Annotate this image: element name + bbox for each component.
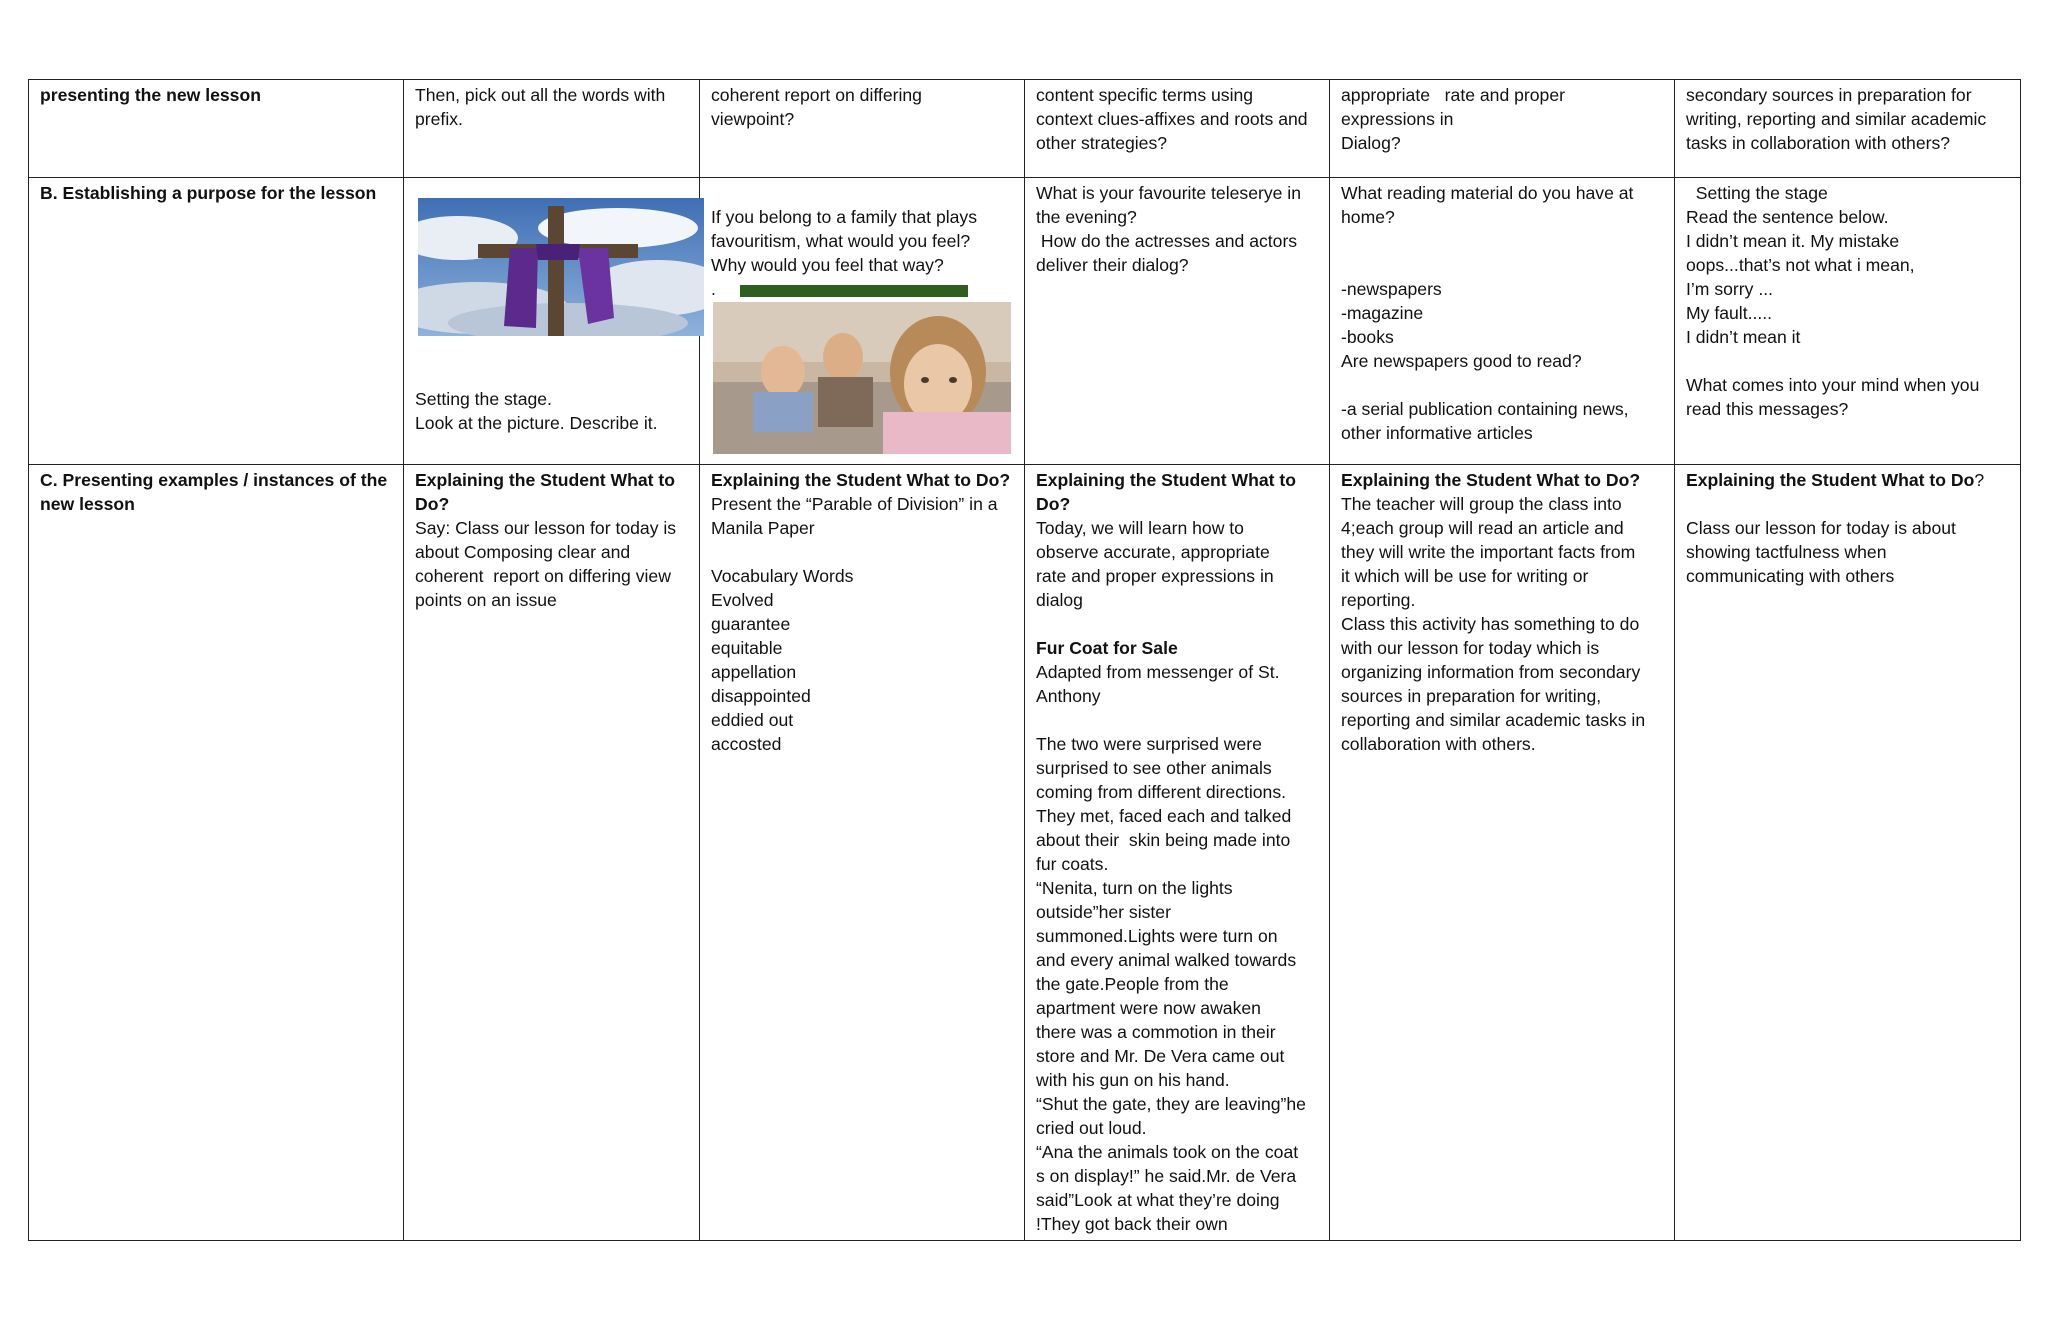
cell-text-line: read this messages? [1686,399,1849,419]
row-c-col4 [1330,465,1675,1241]
cell-text-line: rate and proper expressions in [1036,566,1274,586]
story-line [1036,708,1318,732]
cell-heading: Explaining the Student What to [415,470,675,490]
row-c-col2 [700,465,1025,1241]
cell-text-line: observe accurate, appropriate [1036,542,1270,562]
cell-text-line: tasks in collaboration with others? [1686,133,1951,153]
row-presenting-new-lesson [29,80,2021,178]
story-line: there was a commotion in their [1036,1022,1276,1042]
vocabulary-word: disappointed [711,686,811,706]
cell-text-line: I didn’t mean it. My mistake [1686,231,1900,251]
row-presenting-examples [29,465,2021,1241]
cell-text-line: Class our lesson for today is about [1686,518,1956,538]
lesson-plan-table [28,79,2021,1241]
story-line: fur coats. [1036,854,1109,874]
cell-text-line: other strategies? [1036,133,1168,153]
cell-text-line: context clues-affixes and roots and [1036,109,1308,129]
cell-text-line: Dialog? [1341,133,1401,153]
cell-text-line: appropriate rate and proper [1341,85,1565,105]
cell-text-line: reporting. [1341,590,1416,610]
cell-text-line [1686,349,2009,373]
story-line: They met, faced each and talked [1036,806,1292,826]
family-with-sad-girl-image [713,302,1011,454]
row-c-label-cell [29,465,404,1241]
cell-text-line: it which will be use for writing or [1341,566,1589,586]
cell-text-line: -magazine [1341,303,1424,323]
cell-text-line: secondary sources in preparation for [1686,85,1972,105]
cell-text-line: favouritism, what would you feel? [711,231,971,251]
row-label: presenting the new lesson [40,85,261,105]
cell-heading: Do? [1036,494,1071,514]
cell-text-line: Today, we will learn how to [1036,518,1244,538]
cell-text-line: they will write the important facts from [1341,542,1636,562]
cell-text-line: communicating with others [1686,566,1895,586]
cell-text-line: dialog [1036,590,1083,610]
row-b-col3 [1025,178,1330,465]
cell-text-line: reporting and similar academic tasks in [1341,710,1646,730]
cell-text-line: showing tactfulness when [1686,542,1887,562]
story-line: said”Look at what they’re doing [1036,1190,1280,1210]
story-line: outside”her sister [1036,902,1171,922]
cell-text-line: Look at the picture. Describe it. [415,413,658,433]
cell-text-line: Read the sentence below. [1686,207,1889,227]
cell-text-line: writing, reporting and similar academic [1686,109,1987,129]
cell-text-line: with our lesson for today which is [1341,638,1600,658]
cell-text-line [1686,492,2009,516]
vocabulary-word: appellation [711,662,797,682]
cell-text-line: -books [1341,327,1394,347]
story-line: Anthony [1036,686,1101,706]
cell-heading: Do? [415,494,450,514]
row-label: B. Establishing a purpose for the lesson [40,183,377,203]
cell-text-line: expressions in [1341,109,1454,129]
cell-text-line: Class this activity has something to do [1341,614,1640,634]
cell-text-line: The teacher will group the class into [1341,494,1622,514]
cell-text-line [1341,373,1663,397]
cell-text-line: What reading material do you have at [1341,183,1634,203]
cell-text-line: coherent report on differing [711,85,922,105]
vocabulary-word: Evolved [711,590,774,610]
cell-text-line: . [711,279,716,299]
row-establishing-purpose [29,178,2021,465]
row-b-col1 [404,178,700,465]
cell-text-line: Say: Class our lesson for today is [415,518,677,538]
b2-text-block [415,387,658,435]
story-line: s on display!” he said.Mr. de Vera [1036,1166,1297,1186]
cell-text-line: sources in preparation for writing, [1341,686,1602,706]
row-label: C. Presenting examples / instances of the [40,470,388,490]
cell-text-line: home? [1341,207,1395,227]
cell-heading: Explaining the Student What to [1036,470,1296,490]
row-a-col5 [1675,80,2021,178]
row-a-col2 [700,80,1025,178]
story-title: Fur Coat for Sale [1036,638,1178,658]
story-line: coming from different directions. [1036,782,1287,802]
row-b-label-cell [29,178,404,465]
cell-heading-bold: Explaining the Student What to Do [1686,470,1975,490]
vocabulary-word: equitable [711,638,783,658]
cell-text-line: My fault..... [1686,303,1773,323]
story-line: apartment were now awaken [1036,998,1261,1018]
cell-text-line: about Composing clear and [415,542,631,562]
cell-text-line: collaboration with others. [1341,734,1536,754]
cell-text-line: viewpoint? [711,109,795,129]
cell-text-line: deliver their dialog? [1036,255,1189,275]
cell-heading: Explaining the Student What to Do? [711,470,1011,490]
story-line: Adapted from messenger of St. [1036,662,1280,682]
cell-text-line [711,540,1013,564]
cell-text-line: oops...that’s not what i mean, [1686,255,1915,275]
cell-text-line [1341,253,1663,277]
cell-text-line: points on an issue [415,590,557,610]
row-a-col3 [1025,80,1330,178]
cell-heading [1686,468,2009,492]
cell-text-line: 4;each group will read an article and [1341,518,1624,538]
image-edge-strip [740,285,968,297]
row-b-col4 [1330,178,1675,465]
story-line: surprised to see other animals [1036,758,1272,778]
story-line: store and Mr. De Vera came out [1036,1046,1285,1066]
story-line: with his gun on his hand. [1036,1070,1230,1090]
cell-text-line: -newspapers [1341,279,1442,299]
cell-text-line: Setting the stage [1686,183,1828,203]
cell-text-line: If you belong to a family that plays [711,207,978,227]
cell-text-line: prefix. [415,109,463,129]
cell-text-line: Are newspapers good to read? [1341,351,1582,371]
row-c-col3 [1025,465,1330,1241]
story-line: The two were surprised were [1036,734,1262,754]
row-a-col1 [404,80,700,178]
row-c-col1 [404,465,700,1241]
row-b-col5 [1675,178,2021,465]
cell-text-line: Then, pick out all the words with [415,85,666,105]
cell-text-line [1341,229,1663,253]
cross-with-purple-cloth-image [418,198,704,336]
story-line: “Ana the animals took on the coat [1036,1142,1299,1162]
row-label: new lesson [40,494,135,514]
row-c-col5 [1675,465,2021,1241]
story-line: !They got back their own [1036,1214,1228,1234]
cell-text-line: organizing information from secondary [1341,662,1641,682]
story-line: about their skin being made into [1036,830,1291,850]
row-a-col4 [1330,80,1675,178]
cell-text-line: coherent report on differing view [415,566,671,586]
cell-text-line: Setting the stage. [415,389,552,409]
cell-text-line: other informative articles [1341,423,1533,443]
cell-text-line: How do the actresses and actors [1036,231,1298,251]
story-line: summoned.Lights were turn on [1036,926,1278,946]
cell-text-line: Manila Paper [711,518,815,538]
story-line: the gate.People from the [1036,974,1229,994]
vocabulary-word: guarantee [711,614,791,634]
cell-text-line: -a serial publication containing news, [1341,399,1629,419]
cell-text-line: content specific terms using [1036,85,1254,105]
cell-text-line: Why would you feel that way? [711,255,944,275]
story-line: cried out loud. [1036,1118,1147,1138]
vocabulary-word: eddied out [711,710,794,730]
story-line: “Shut the gate, they are leaving”he [1036,1094,1306,1114]
cell-text-line: Present the “Parable of Division” in a [711,494,998,514]
cell-heading-tail: ? [1974,470,1985,490]
cell-text-line [1036,612,1318,636]
cell-text-line: the evening? [1036,207,1137,227]
cell-text-line: Vocabulary Words [711,566,854,586]
cell-text-line: I’m sorry ... [1686,279,1773,299]
cell-text-line: I didn’t mean it [1686,327,1801,347]
story-line: and every animal walked towards [1036,950,1297,970]
row-a-label-cell [29,80,404,178]
cell-text-line: What is your favourite teleserye in [1036,183,1301,203]
row-b-col2 [700,178,1025,465]
story-line: “Nenita, turn on the lights [1036,878,1233,898]
cell-heading: Explaining the Student What to Do? [1341,470,1641,490]
vocabulary-word: accosted [711,734,782,754]
cell-text-line: What comes into your mind when you [1686,375,1980,395]
